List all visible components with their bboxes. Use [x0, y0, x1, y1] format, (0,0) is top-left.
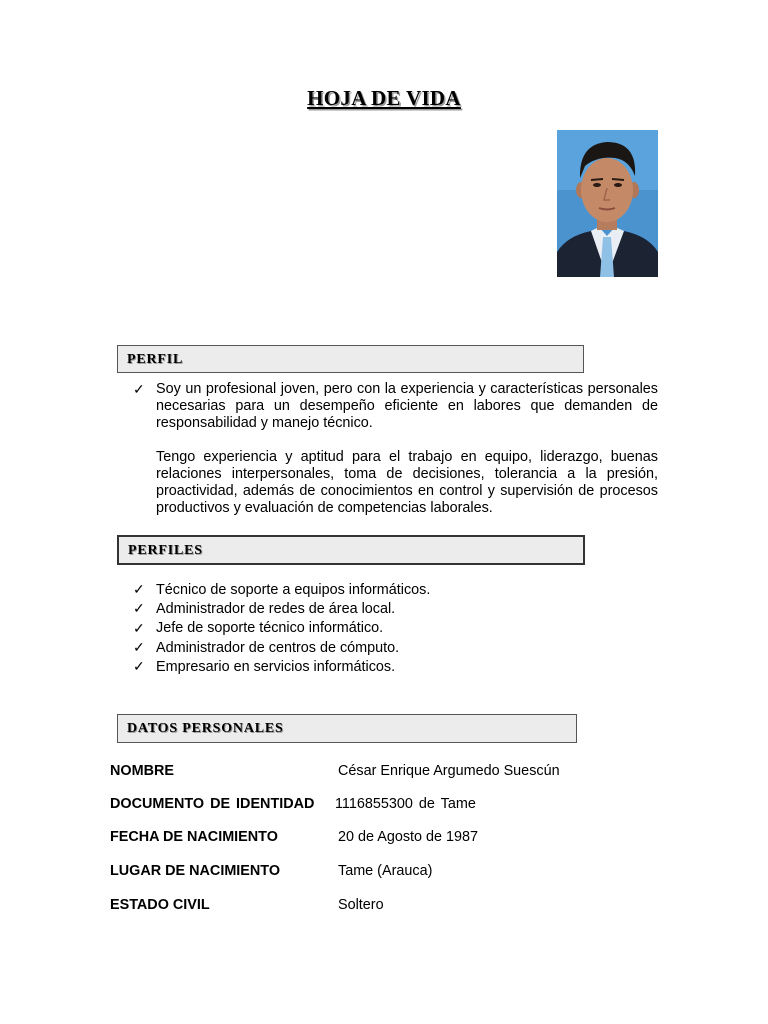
perfil-paragraph-1: Soy un profesional joven, pero con la experiencia y características personales necesarias para un desempeño eficiente en labores que demanden de responsabilidad y manejo técnico. [156, 381, 658, 431]
datos-label: ESTADO CIVIL [110, 897, 210, 913]
section-title-perfiles: PERFILES [128, 543, 203, 558]
section-header-perfil [117, 345, 584, 373]
datos-row-fecha-nacimiento [110, 829, 670, 849]
list-item-text: Empresario en servicios informáticos. [156, 658, 396, 675]
checkmark-icon: ✓ [133, 639, 145, 656]
section-title-datos-personales: DATOS PERSONALES [127, 721, 284, 736]
checkmark-icon: ✓ [133, 619, 145, 636]
datos-value: 20 de Agosto de 1987 [338, 829, 479, 845]
list-item [133, 599, 430, 618]
datos-row-estado-civil [110, 897, 670, 917]
datos-value: César Enrique Argumedo Suescún [338, 763, 560, 779]
datos-row-lugar-nacimiento [110, 863, 670, 883]
list-item [133, 580, 430, 599]
checkmark-icon: ✓ [133, 381, 145, 397]
section-title-perfil: PERFIL [127, 352, 184, 367]
checkmark-icon: ✓ [133, 581, 145, 598]
datos-value: 1116855300 de Tame [335, 796, 476, 812]
list-item-text: Jefe de soporte técnico informático. [156, 620, 384, 637]
section-header-perfiles [117, 535, 585, 565]
list-item-text: Técnico de soporte a equipos informáticos. [156, 581, 431, 598]
datos-value: Tame (Arauca) [338, 863, 433, 879]
list-item-text: Administrador de centros de cómputo. [156, 639, 400, 656]
list-item [133, 657, 430, 676]
datos-label: NOMBRE [110, 763, 174, 779]
datos-label: DOCUMENTO DE IDENTIDAD [110, 796, 315, 812]
datos-label: FECHA DE NACIMIENTO [110, 829, 278, 845]
checkmark-icon: ✓ [133, 658, 145, 675]
page-title: HOJA DE VIDA [307, 86, 461, 110]
list-item [133, 619, 430, 638]
perfiles-list [133, 580, 430, 676]
checkmark-icon: ✓ [133, 600, 145, 617]
datos-label: LUGAR DE NACIMIENTO [110, 863, 281, 879]
datos-value: Soltero [338, 897, 384, 913]
datos-row-nombre [110, 763, 670, 783]
perfil-paragraph-2: Tengo experiencia y aptitud para el trabajo en equipo, liderazgo, buenas relaciones interpersonales, toma de decisiones, tolerancia a la presión, proactividad, además de conocimientos en control y supervisión de procesos productivos y evaluación de competencias laborales. [156, 449, 658, 516]
list-item-text: Administrador de redes de área local. [156, 600, 396, 617]
profile-photo [557, 130, 658, 277]
section-header-datos-personales [117, 714, 577, 743]
list-item [133, 638, 430, 657]
datos-row-documento [110, 796, 670, 816]
